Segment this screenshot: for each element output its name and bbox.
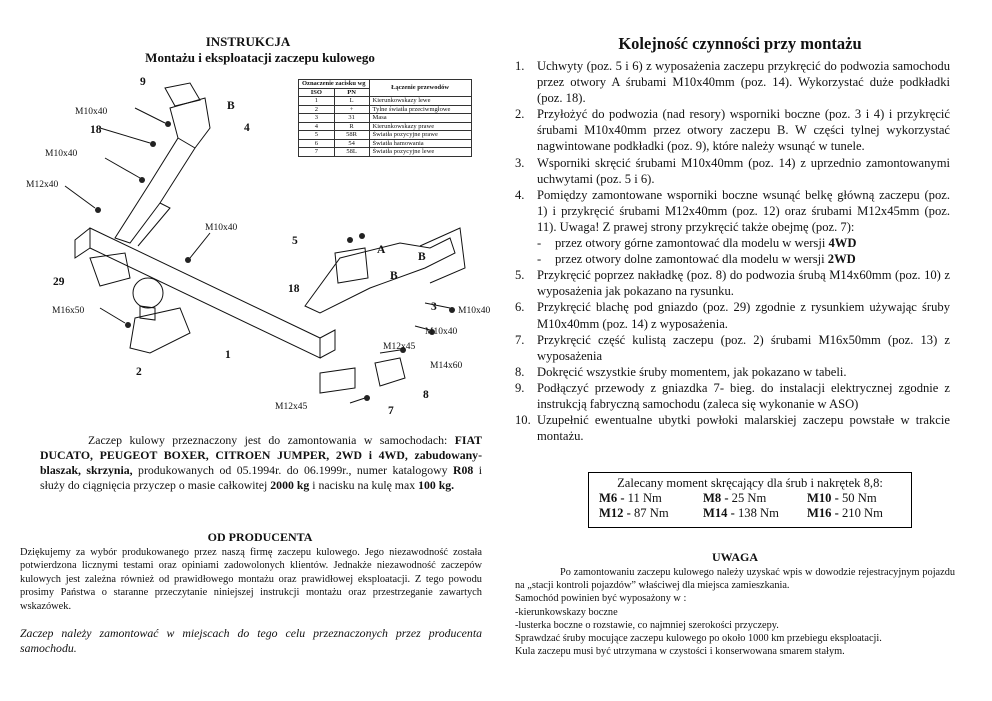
overlay-plate	[320, 368, 355, 393]
label-pos-18: 18	[90, 124, 102, 136]
step-item: 3. Wsporniki skręcić śrubami M10x40mm (poz. 14) z uprzednio zamontowanymi uchwytami (poz. 5 i 6).	[515, 155, 950, 186]
side-bracket-left	[115, 98, 210, 243]
step-item: 4. Pomiędzy zamontowane wsporniki boczne wsunąć belkę główną zaczepu (poz. 1) i przykręcić śrubami M12x40mm (poz. 12) oraz śrubami M12x45mm (poz. 11). Uwaga! Z prawej strony przykręcić także obejmę (poz. 7): - przez otwory górne zamontować dla modelu w wersji 4WD - przez otwory dolne zamontować dla modelu w wersji 2WD	[515, 187, 950, 267]
label-m16x50: M16x50	[52, 306, 85, 316]
producer-text: Dziękujemy za wybór produkowanego przez naszą firmę zaczepu kulowego. Jego niezawodność została potwierdzona licznymi testami oraz opiniami zadowolonych klientów. Jednakże niezawodność zaczepów kulowych jest zależna również od prawidłowego montażu oraz prawidłowej eksploatacji. Z tego powodu prosimy Państwa o staranne przeczytanie niniejszej instrukcji montażu oraz przestrzeganie zawartych wskazówek.	[20, 547, 482, 612]
step-item: 10. Uzupełnić ewentualne ubytki powłoki malarskiej zaczepu powstałe w trakcie montażu.	[515, 413, 950, 444]
left-title: INSTRUKCJA	[205, 34, 291, 49]
step-sub-item: - przez otwory górne zamontować dla modelu w wersji 4WD	[537, 236, 857, 251]
table-row: 5 58R Światła pozycyjne prawe	[299, 131, 472, 140]
steps-title: Kolejność czynności przy montażu	[618, 34, 862, 53]
threaded-plate	[165, 83, 200, 106]
table-row: 2 + Tylne światła przeciwmgłowe	[299, 105, 472, 114]
main-beam	[90, 228, 320, 358]
producer-note: Zaczep należy zamontować w miejscach do tego celu przeznaczonych przez producenta samochodu.	[20, 626, 482, 655]
label-m14x60: M14x60	[430, 361, 463, 371]
table-header-desc: Łączenie przewodów	[369, 80, 471, 97]
bracket-holder	[335, 248, 368, 283]
torque-table	[588, 472, 912, 528]
table-row: 4 R Kierunkowskazy prawe	[299, 122, 472, 131]
step-item: 8. Dokręcić wszystkie śruby momentem, jak pokazano w tabeli.	[515, 364, 847, 379]
label-m12x45: M12x45	[275, 402, 308, 412]
torque-row: M6 - 11 Nm M8 - 25 Nm M10 - 50 Nm	[599, 491, 877, 505]
label-pos-7: 7	[388, 405, 394, 417]
uwaga-text: Po zamontowaniu zaczepu kulowego należy uzyskać wpis w dowodzie rejestracyjnym pojazdu na „stacji kontroli pojazdów” właściwej dla miejsca zamieszkania. Samochód powinien być wyposażony w : -kierunkowskazy boczne -lusterka boczne o rozstawie, co najmniej szerokości przyczepy. Sprawdzać śruby mocujące zaczepu kulowego po około 1000 km przebiegu eksploatacji. Kula zaczepu musi być utrzymana w czystości i konserwowana smarem stałym.	[515, 567, 955, 658]
step-item: 9. Podłączyć przewody z gniazdka 7- bieg. do instalacji elektrycznej zgodnie z instrukcją fabryczną samochodu (zaleca się wykonanie w ASO)	[515, 380, 950, 411]
label-m10x40: M10x40	[425, 327, 458, 337]
label-m10x40: M10x40	[45, 149, 78, 159]
label-m10x40: M10x40	[75, 107, 108, 117]
left-subtitle: Montażu i eksploatacji zaczepu kulowego	[145, 50, 375, 65]
label-pos-3: 3	[431, 301, 437, 313]
label-m12x45: M12x45	[383, 342, 416, 352]
socket-wiring-table	[298, 79, 472, 157]
torque-title: Zalecany moment skręcający dla śrub i nakrętek 8,8:	[617, 476, 883, 490]
label-pos-29: 29	[53, 276, 65, 288]
ball-arm	[130, 308, 190, 353]
label-hole-a: A	[377, 244, 386, 256]
label-hole-b: B	[390, 270, 398, 282]
uwaga-heading: UWAGA	[711, 550, 758, 564]
table-row: 6 54 Światła hamowania	[299, 139, 472, 148]
torque-row: M12 - 87 Nm M14 - 138 Nm M16 - 210 Nm	[599, 506, 883, 520]
table-header-iso: ISO	[299, 88, 335, 97]
step-sub-item: - przez otwory dolne zamontować dla modelu w wersji 2WD	[537, 252, 856, 267]
table-header-group: Oznaczenie zacisku wg	[299, 80, 370, 89]
label-hole-b: B	[418, 251, 426, 263]
table-row: 7 58L Światła pozycyjne lewe	[299, 148, 472, 157]
step-item: 6. Przykręcić blachę pod gniazdo (poz. 29) zgodnie z rysunkiem używając śruby M10x40mm (poz. 14) z wyposażenia.	[515, 300, 950, 331]
label-hole-b: B	[227, 100, 235, 112]
label-pos-18: 18	[288, 283, 300, 295]
step-item: 2. Przyłożyć do podwozia (nad resory) wsporniki boczne (poz. 3 i 4) i przykręcić śrubami M10x40mm przez otwory zaczepu B. W części tylnej wykorzystać nagwintowane podkładki (poz. 9), które należy wsunąć w tunele.	[515, 107, 950, 154]
label-pos-8: 8	[423, 389, 429, 401]
table-row: 3 31 Masa	[299, 114, 472, 123]
step-item: 7. Przykręcić część kulistą zaczepu (poz. 2) śrubami M16x50mm (poz. 13) z wyposażenia	[515, 332, 950, 363]
assembly-steps	[515, 58, 950, 444]
producer-heading: OD PRODUCENTA	[207, 530, 313, 544]
label-pos-9: 9	[140, 76, 146, 88]
label-pos-4: 4	[244, 122, 250, 134]
step-item: 1. Uchwyty (poz. 5 i 6) z wyposażenia zaczepu przykręcić do podwozia samochodu przez otwory A śrubami M10x40mm (poz. 14). Wykorzystać duże podkładki (poz. 18).	[515, 59, 950, 106]
step-item: 5. Przykręcić poprzez nakładkę (poz. 8) do podwozia śrubą M14x60mm (poz. 10) z wyposażenia jak pokazano na rysunku.	[515, 268, 950, 299]
label-pos-1: 1	[225, 349, 231, 361]
label-m10x40: M10x40	[205, 223, 238, 233]
product-description: Zaczep kulowy przeznaczony jest do zamontowania w samochodach: FIAT DUCATO, PEUGEOT BOXER, CITROEN JUMPER, 2WD i 4WD, zabudowany-blaszak, skrzynia, produkowanych od 05.1994r. do 06.1999r., numer katalogowy R08 i służy do ciągnięcia przyczep o masie całkowitej 2000 kg i nacisku na kulę max 100 kg.	[40, 433, 483, 492]
table-row: 1 L Kierunkowskazy lewe	[299, 97, 472, 106]
table-header-pn: PN	[334, 88, 369, 97]
label-m12x40: M12x40	[26, 180, 59, 190]
label-m10x40: M10x40	[458, 306, 490, 316]
label-pos-2: 2	[136, 366, 142, 378]
label-pos-5: 5	[292, 235, 298, 247]
clamp	[375, 358, 405, 386]
tow-ball	[133, 278, 163, 308]
